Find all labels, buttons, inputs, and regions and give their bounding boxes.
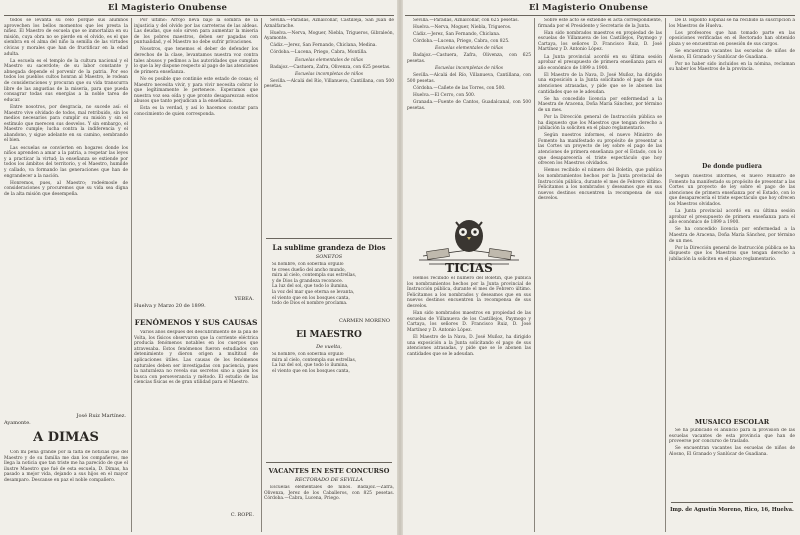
- owl-icon: [455, 220, 483, 252]
- poem-body: [272, 262, 390, 310]
- paragraph: Varios años después del descubrimiento de la pila de Volta, los físicos observaron que la corriente eléctrica producía fenómenos notables en los cuerpos que atravesaba. Estos fenómenos fueron estudiados con detenimiento y dieron origen a multitud de aplicaciones útiles. Las causas de los fenómenos naturales deben ser investigadas con paciencia, pues la naturaleza no revela sus secretos sino a quien los busca con perseverancia y método. El estudio de las ciencias físicas es de gran utilidad para el Maestro.: [134, 330, 258, 386]
- paragraph: El Maestro de la Nava, D. José Muñoz, ha dirigido una exposición a la Junta solicitando el pago de sus atenciones atrasadas, y pide que se le abonen las cantidades que se le adeudan.: [407, 334, 531, 357]
- paragraph: Según nuestros informes, el nuevo Ministro de Fomento ha manifestado su propósito de presentar a las Cortes un proyecto de ley sobre el pago de las atenciones de primera enseñanza por el Estado, con lo que desaparecería el triste espectáculo que hoy ofrecen los Maestros olvidados.: [538, 133, 662, 167]
- paragraph: Se ha concedido licencia por enfermedad a la Maestra de Aracena, Doña María Sánchez, por término de un mes.: [538, 96, 662, 113]
- illustration-caption: TICIAS: [445, 261, 493, 275]
- poem-line: te crees dueño del ancho mundo,: [272, 267, 346, 273]
- left-col2-date: Huelva y Marzo 20 de 1899.: [134, 303, 206, 309]
- left-masthead: El Magisterio Onubense: [108, 3, 228, 13]
- paragraph: Córdoba.—Lucena, Priego, Cabra, con 825.: [413, 39, 510, 45]
- poem-line: Si hombre, con soberbia orgullo: [272, 262, 344, 267]
- right-column-1: [407, 18, 531, 130]
- column-divider: [534, 18, 535, 532]
- paragraph: Por la Dirección general de Instrucción pública se ha dispuesto que los Maestros que tengan derecho a jubilación la soliciten en el plazo reglamentario.: [538, 115, 662, 132]
- right-column-2: [538, 18, 662, 532]
- paragraph: Cádiz.—Jerez, San Fernando, Chiclana.: [413, 32, 501, 38]
- section-rule: [671, 502, 793, 503]
- paragraph: Sevilla.—Paradas, Aznalcóllar, con 625 pesetas.: [413, 18, 519, 23]
- paragraph: Por no haber sido incluidos en la nómina, reclaman su haber los Maestros de la provincia.: [669, 61, 795, 73]
- paragraph: Se encuentran vacantes las escuelas de niños de Alosno, El Granado y Sanlúcar de Guadiana.: [669, 446, 795, 457]
- paragraph: Se ha publicado el anuncio para la provisión de las escuelas vacantes de esta provincia que han de proveerse por concurso de traslado.: [669, 428, 795, 445]
- left-header-rule: [4, 15, 394, 16]
- section-subhead: Escuelas elementales de niñas: [435, 46, 503, 52]
- poem-line: el viento que en los bosques canta,: [272, 295, 350, 301]
- paragraph: Cádiz.—Jerez, San Fernando, Chiclana, Medina.: [270, 43, 377, 49]
- poem-line: mira al cielo, contempla sus estrellas,: [272, 357, 357, 363]
- left-col2-signature-2: C. ROPE.: [230, 512, 254, 518]
- paragraph: Sevilla.—Alcalá del Río, Villanueva, Cantillana, con 500 pesetas.: [407, 73, 531, 84]
- poem-subtitle: SONETOS: [315, 254, 343, 260]
- paragraph: Badajoz.—Castuera, Zafra, Olivenza, con 625 pesetas.: [270, 64, 391, 70]
- section-rule: [266, 238, 392, 239]
- section-subhead: Escuelas incompletas de niños: [434, 66, 504, 72]
- paragraph: Córdoba.—Cañete de las Torres, con 500.: [413, 85, 506, 91]
- column-divider: [665, 18, 666, 532]
- section-title-el-maestro: El MAESTRO: [296, 330, 362, 340]
- paragraph: Hemos recibido el número del Boletín, que publica los nombramientos hechos por la Junta provincial de Instrucción pública, durante el mes de Febrero último. Felicitamos a los nombrados y deseamos que en sus nuevos destinos encuentren la recompensa de sus desvelos.: [538, 168, 662, 202]
- paragraph: todos se levanta su celo porque sus alumnos aprovechen los bellos momentos que les presta la niñez. El Maestro de escuela que se inmortaliza en su misión, cuya obra no se pierde en el olvido, es el que siembra en el alma del niño la semilla de las virtudes cívicas y morales que han de fructificar en la edad adulta.: [4, 18, 128, 57]
- paragraph: Badajoz.—Castuera, Zafra, Olivenza, con 625 pesetas.: [407, 53, 531, 65]
- verse-body: [272, 352, 390, 460]
- paragraph: Por la Dirección general de Instrucción pública se ha dispuesto que los Maestros que tengan derecho a jubilación la soliciten en el plazo reglamentario.: [669, 245, 795, 262]
- left-col2-body: [134, 330, 258, 510]
- poem-line: La luz del sol, que todo lo ilumina,: [272, 284, 349, 290]
- vacancies-body: [264, 485, 394, 531]
- printer-imprint: Imp. de Agustín Moreno, Rico, 16, Huelva.: [670, 507, 794, 513]
- paragraph: Han sido nombrados maestros en propiedad de las escuelas de Villanueva de los Castillejos, Paymogo y Cartaya, los señores D. Francisco Ruiz, D. José Martínez y D. Antonio López.: [407, 311, 531, 333]
- section-subhead: Escuelas incompletas de niños: [294, 71, 364, 77]
- paragraph: Sevilla.—Paradas, Aznalcóllar, Castilleja, San Juan de Aznalfarache.: [264, 18, 394, 29]
- paragraph: La escuela es el templo de la cultura nacional y el Maestro su sacerdote; de su labor constante y abnegada depende el porvenir de la patria. Por eso todos los pueblos cultos honran al Maestro, le rodean de consideraciones y procuran que su vida transcurra libre de las angustias de la miseria, para que pueda consagrar todas sus energías a la noble tarea de educar.: [4, 58, 128, 103]
- paragraph: Con mi pena grande por la falta de noticias que del Maestro y de su familia me dan los compañeros, me llega la noticia que tan triste me ha parecido de que el ilustre Maestro que fué de esta escuela, D. Dimas, ha pasado a mejor vida, dejando a sus hijos en el mayor desamparo. Descanse en paz el noble compañero.: [4, 450, 128, 483]
- musaico-title: MUSAICO ESCOLAR: [694, 418, 770, 426]
- paragraph: Por último: Arrojo lleva bajo la sombra de la injusticia y del olvido por las carreteras de las aldeas. Las deudas, que solo sirven para aumentar la miseria de los pobres maestros, deben ser pagadas con puntualidad, y el Maestro no debe sufrir privaciones.: [134, 18, 258, 46]
- left-big-title: A DIMAS: [33, 430, 99, 445]
- paragraph: Nosotros, que tenemos el deber de defender los derechos de la clase, levantamos nuestra voz contra tales abusos y pedimos a las autoridades que cumplan lo que la ley dispone respecto al pago de las atenciones de primera enseñanza.: [134, 47, 258, 75]
- right-header-rule: [405, 15, 795, 16]
- left-col2-signature: YEBEA.: [234, 296, 254, 302]
- column-divider: [131, 18, 132, 532]
- poem-title: La sublime grandeza de Dios: [272, 243, 386, 252]
- right-column-3: [669, 18, 795, 158]
- paragraph: Se encuentran vacantes las escuelas de niños de Alosno, El Granado y Sanlúcar de Guadiana.: [669, 48, 795, 60]
- paragraph: Huelva.—Nerva, Moguer, Niebla, Trigueros, Gibraleón, Ayamonte.: [264, 30, 394, 42]
- column-divider: [261, 18, 262, 532]
- right-col1-tail: [407, 276, 531, 532]
- left-col1-signature: José Ruiz Martínez.: [76, 413, 126, 419]
- paragraph: Córdoba.—Lucena, Priego, Cabra, Montilla.: [270, 50, 368, 56]
- poem-line: todo de Dios el nombre proclama.: [272, 301, 348, 307]
- paragraph: Los profesores que han tomado parte en las oposiciones verificadas en el Rectorado han obtenido plaza y se encuentran en posesión de sus cargos.: [669, 30, 795, 47]
- right-col3-mid: [669, 174, 795, 414]
- right-masthead: El Magisterio Onubense: [529, 3, 649, 13]
- section-rule: [266, 462, 392, 463]
- paragraph: Entre nosotros, por desgracia, no sucede así: el Maestro vive olvidado de todos, mal retribuido, sin los medios necesarios para cumplir su misión y sin el estímulo que merecen sus desvelos. Y sin embargo, el Maestro cumple; lucha contra la indiferencia y el abandono, y sigue adelante en su camino, sembrando el bien.: [4, 104, 128, 144]
- paragraph: El Maestro de la Nava, D. José Muñoz, ha dirigido una exposición a la Junta solicitando el pago de sus atenciones atrasadas, y pide que se le abonen las cantidades que se le adeudan.: [538, 72, 662, 95]
- left-column-3: [264, 18, 394, 218]
- left-column-1: [4, 18, 128, 413]
- poem-line: mira al cielo, contempla sus estrellas,: [272, 273, 357, 279]
- right-page: [401, 0, 800, 535]
- paragraph: Según nuestros informes, el nuevo Ministro de Fomento ha manifestado su propósito de presentar a las Cortes un proyecto de ley sobre el pago de las atenciones de primera enseñanza por el Estado, con lo que desaparecería el triste espectáculo que hoy ofrecen los Maestros olvidados.: [669, 174, 795, 207]
- left-col1-place: Ayamonte.: [4, 420, 31, 426]
- paragraph: Sevilla.—Alcalá del Río, Villanueva, Cantillana, con 500 pesetas.: [264, 78, 394, 90]
- poem-line: la voz del mar que eterna se levanta,: [272, 289, 355, 295]
- poem-line: y de Dios la grandeza reconoce.: [272, 278, 344, 284]
- paragraph: Hemos recibido el número del Boletín, que publica los nombramientos hechos por la Junta provincial de Instrucción pública, durante el mes de Febrero último. Felicitamos a los nombrados y deseamos que en sus nuevos destinos encuentren la recompensa de sus desvelos.: [407, 276, 531, 309]
- poem-signature: CARMEN MORENO: [338, 318, 390, 324]
- paragraph: Han sido nombrados maestros en propiedad de las escuelas de Villanueva de los Castillejos, Paymogo y Cartaya, los señores D. Francisco Ruiz, D. José Martínez y D. Antonio López.: [538, 30, 662, 53]
- left-col2-title: FENÓMENOS Y SUS CAUSAS: [134, 318, 258, 327]
- section-subhead: Escuelas elementales de niñas: [295, 57, 363, 63]
- left-col1-tail: [4, 450, 128, 532]
- paragraph: Escuelas elementales de niños. Badajoz.—Zafra, Olivenza, Jerez de los Caballeros, con 825 pesetas. Córdoba.—Cabra, Lucena, Priego.: [264, 485, 394, 502]
- paragraph: Honremos, pues, al Maestro; rodeémosle de consideraciones y procuremos que su vida sea digna de la alta misión que desempeña.: [4, 180, 128, 197]
- left-column-2: [134, 18, 258, 293]
- vacancies-subtitle: RECTORADO DE SEVILLA: [295, 477, 363, 483]
- paragraph: No es posible que continúe este estado de cosas; el Maestro necesita vivir, y para vivir necesita cobrar lo que legítimamente le pertenece. Esperamos que nuestra voz sea oída y que pronto desaparezcan estos abusos que tanto perjudican a la enseñanza.: [134, 76, 258, 105]
- paragraph: Esta es la verdad, y así lo hacemos constar para conocimiento de quien corresponda.: [134, 106, 258, 117]
- poem-line: el viento que en los bosques canta,: [272, 368, 350, 374]
- musaico-body: [669, 428, 795, 498]
- paragraph: La Junta provincial acordó en su última sesión aprobar el presupuesto de primera enseñanza para el año económico de 1899 a 1900.: [538, 54, 662, 71]
- paragraph: Granada.—Fuente de Cantos, Guadalcanal, con 500 pesetas.: [407, 100, 531, 111]
- vacancies-title: VACANTES EN ESTE CONCURSO: [268, 467, 390, 475]
- poem-line: La luz del sol, que todo lo ilumina,: [272, 363, 349, 369]
- poem-line: Si hombre, con soberbia orgullo: [272, 352, 344, 357]
- paragraph: Huelva.—Nerva, Moguer, Niebla, Trigueros.: [413, 25, 512, 31]
- paragraph: La Junta provincial acordó en su última sesión aprobar el presupuesto de primera enseñanza para el año económico de 1899 a 1900.: [669, 209, 795, 226]
- paragraph: Sobre este acto se extiende el acta correspondiente, firmada por el Presidente y Secretario de la Junta.: [538, 18, 662, 29]
- right-section-title: De donde pudiera: [702, 163, 762, 170]
- section-subtitle: De vuelta,: [316, 344, 342, 350]
- paragraph: De D. Hipólito Espinal se ha recibido la suscripción a los Maestros de Huelva.: [669, 18, 795, 29]
- paragraph: Las escuelas se convierten en hogares donde los niños aprenden a amar a la patria, a respetar las leyes y a practicar la virtud; la enseñanza se extiende por todos los ámbitos del territorio, y el Maestro, humilde y callado, va formando las generaciones que han de engrandecer a la nación.: [4, 145, 128, 179]
- paragraph: Se ha concedido licencia por enfermedad a la Maestra de Aracena, Doña María Sánchez, por término de un mes.: [669, 227, 795, 244]
- paragraph: Huelva.—El Cerro, con 500.: [413, 93, 476, 99]
- left-page: [0, 0, 399, 535]
- owl-books-illustration: [409, 210, 529, 275]
